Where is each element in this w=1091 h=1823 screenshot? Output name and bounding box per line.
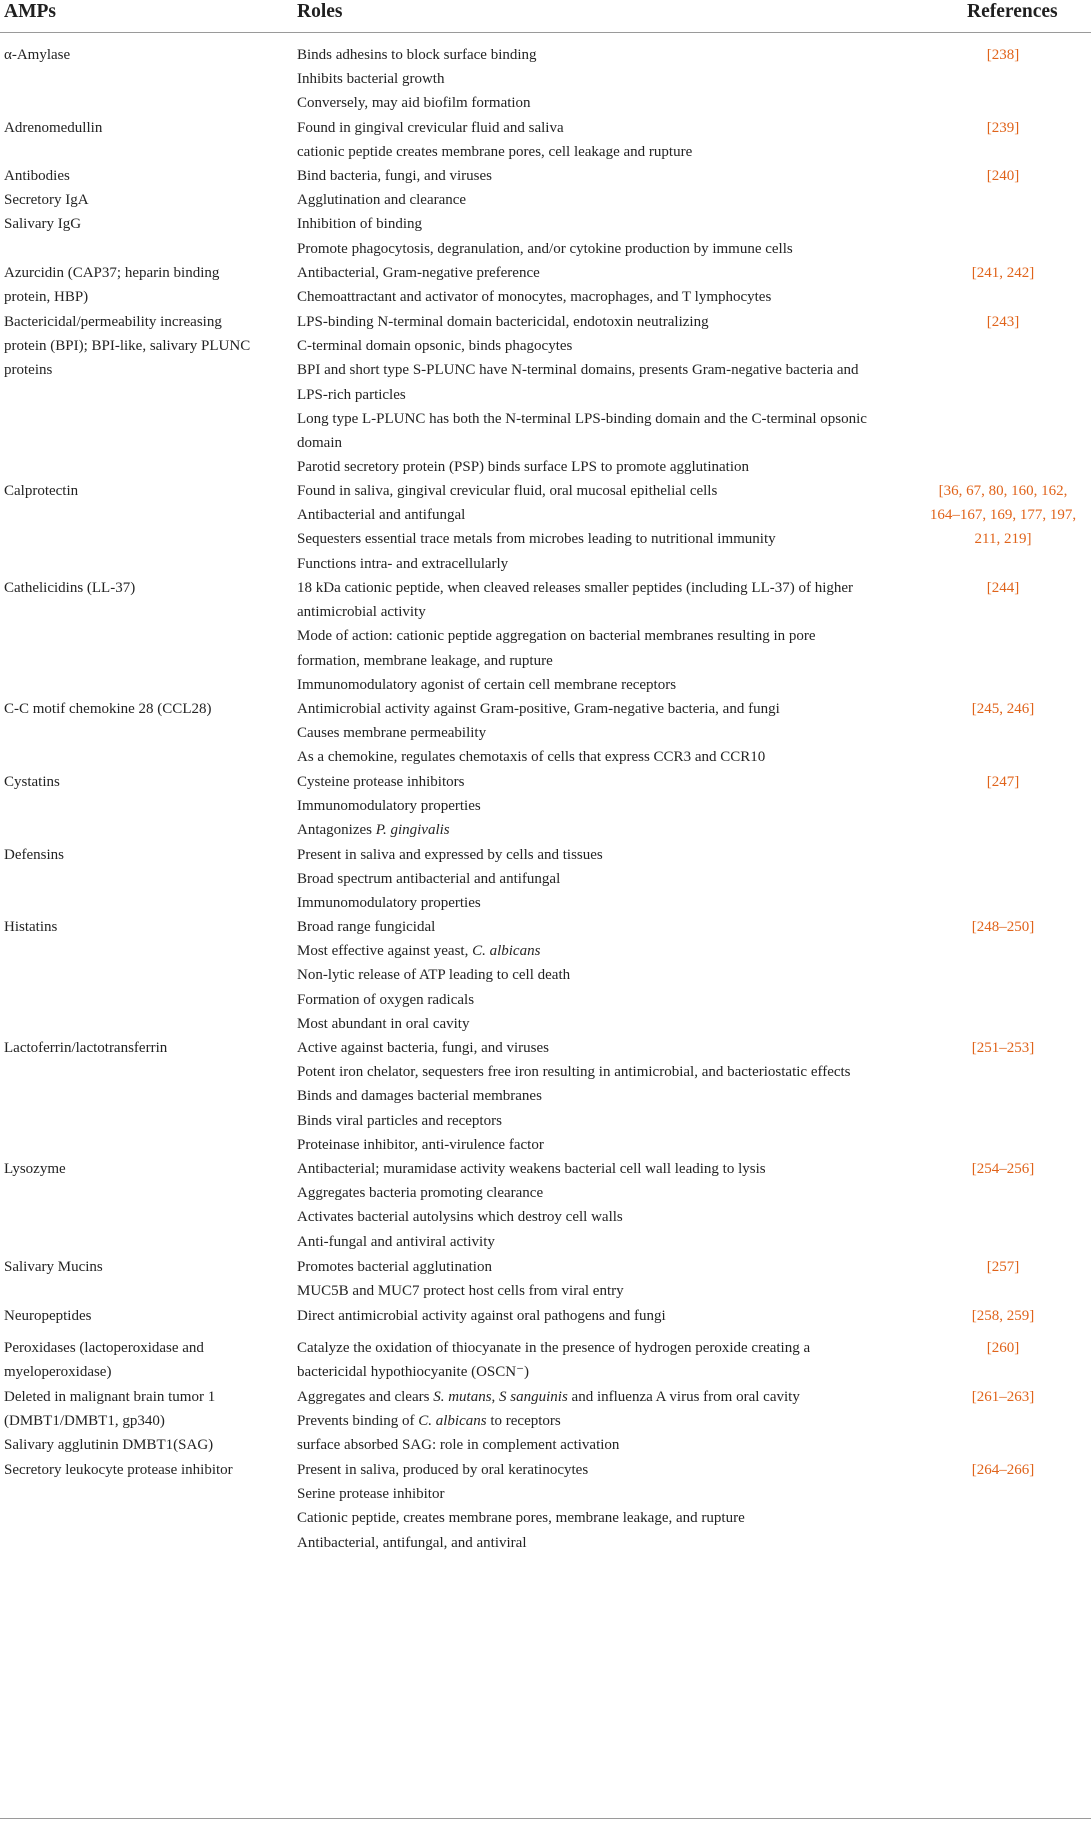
amp-name: Salivary IgG: [4, 216, 82, 233]
role-line: Sequesters essential trace metals from microbes leading to nutritional immunity: [297, 531, 776, 548]
role-line: Broad spectrum antibacterial and antifungal: [297, 871, 561, 888]
role-line: Immunomodulatory agonist of certain cell membrane receptors: [297, 676, 677, 693]
amp-name: Deleted in malignant brain tumor 1: [4, 1389, 216, 1405]
role-line: Binds viral particles and receptors: [297, 1112, 502, 1129]
amp-name: Salivary Mucins: [4, 1259, 103, 1275]
role-line: Aggregates and clears S. mutans, S sanguinis and influenza A virus from oral cavity: [297, 1389, 800, 1405]
role-line: Antibacterial, antifungal, and antiviral: [297, 1534, 527, 1551]
reference-link[interactable]: [260]: [986, 1340, 1020, 1356]
role-line: Formation of oxygen radicals: [297, 991, 475, 1008]
role-line: Activates bacterial autolysins which destroy cell walls: [297, 1209, 623, 1226]
role-line: Broad range fungicidal: [297, 919, 436, 935]
role-line: BPI and short type S-PLUNC have N-terminal domains, presents Gram-negative bacteria and: [297, 362, 859, 379]
role-line: cationic peptide creates membrane pores, cell leakage and rupture: [297, 144, 693, 161]
reference-link[interactable]: [248–250]: [971, 919, 1035, 935]
role-line: Parotid secretory protein (PSP) binds surface LPS to promote agglutination: [297, 459, 750, 476]
reference-link[interactable]: [239]: [986, 120, 1020, 136]
role-line: Agglutination and clearance: [297, 192, 467, 209]
role-line: Long type L-PLUNC has both the N-terminal LPS-binding domain and the C-terminal opsonic: [297, 410, 867, 427]
role-line: Cationic peptide, creates membrane pores, membrane leakage, and rupture: [297, 1510, 745, 1527]
amp-name: Azurcidin (CAP37; heparin binding: [4, 265, 220, 281]
role-line: Direct antimicrobial activity against oral pathogens and fungi: [297, 1308, 666, 1324]
role-line: Bind bacteria, fungi, and viruses: [297, 168, 492, 184]
amp-name: Lactoferrin/lactotransferrin: [4, 1040, 168, 1056]
header-amps: AMPs: [4, 1, 56, 22]
role-line: Chemoattractant and activator of monocytes, macrophages, and T lymphocytes: [297, 289, 772, 306]
amp-name: myeloperoxidase): [4, 1364, 112, 1381]
amp-name: protein (BPI); BPI-like, salivary PLUNC: [4, 338, 251, 355]
role-line: As a chemokine, regulates chemotaxis of cells that express CCR3 and CCR10: [297, 749, 766, 766]
amp-name: Secretory leukocyte protease inhibitor: [4, 1462, 233, 1478]
role-line: Serine protease inhibitor: [297, 1486, 445, 1503]
role-line: LPS-rich particles: [297, 386, 406, 403]
reference-link[interactable]: [247]: [986, 774, 1020, 790]
reference-link[interactable]: 211, 219]: [974, 531, 1032, 548]
role-line: Proteinase inhibitor, anti-virulence factor: [297, 1136, 544, 1153]
role-line: Inhibits bacterial growth: [297, 71, 445, 88]
amp-name: Cystatins: [4, 774, 60, 790]
role-line: Anti-fungal and antiviral activity: [297, 1233, 495, 1250]
role-line: formation, membrane leakage, and rupture: [297, 652, 553, 669]
header-roles: Roles: [297, 1, 343, 22]
reference-link[interactable]: [251–253]: [971, 1040, 1035, 1056]
amp-name: Antibodies: [4, 168, 70, 184]
role-line: MUC5B and MUC7 protect host cells from viral entry: [297, 1283, 624, 1300]
reference-link[interactable]: [238]: [986, 47, 1020, 63]
role-line: Causes membrane permeability: [297, 725, 487, 742]
role-line: Antibacterial and antifungal: [297, 507, 466, 524]
reference-link[interactable]: [264–266]: [971, 1462, 1035, 1478]
role-line: Binds adhesins to block surface binding: [297, 47, 537, 63]
amp-name: Histatins: [4, 919, 58, 935]
amp-name: C-C motif chemokine 28 (CCL28): [4, 701, 212, 717]
role-line: Active against bacteria, fungi, and viruses: [297, 1040, 549, 1056]
role-line: Inhibition of binding: [297, 216, 422, 233]
amp-name: Neuropeptides: [4, 1308, 92, 1324]
role-line: Present in saliva and expressed by cells and tissues: [297, 847, 603, 863]
role-line: Antimicrobial activity against Gram-positive, Gram-negative bacteria, and fungi: [297, 701, 780, 717]
role-line: Functions intra- and extracellularly: [297, 555, 509, 572]
role-line: Binds and damages bacterial membranes: [297, 1088, 542, 1105]
reference-link[interactable]: [245, 246]: [971, 701, 1035, 717]
role-line: Antibacterial, Gram-negative preference: [297, 265, 540, 281]
reference-link[interactable]: [254–256]: [971, 1161, 1035, 1177]
role-line: Found in saliva, gingival crevicular fluid, oral mucosal epithelial cells: [297, 483, 718, 499]
amp-name: α-Amylase: [4, 47, 71, 63]
role-line: Cysteine protease inhibitors: [297, 774, 465, 790]
amp-name: Cathelicidins (LL-37): [4, 580, 136, 596]
role-line: Present in saliva, produced by oral keratinocytes: [297, 1462, 589, 1478]
reference-link[interactable]: [36, 67, 80, 160, 162,: [938, 483, 1068, 499]
amp-name: Defensins: [4, 847, 64, 863]
amp-name: proteins: [4, 362, 53, 379]
reference-link[interactable]: [244]: [986, 580, 1020, 596]
reference-link[interactable]: 164–167, 169, 177, 197,: [929, 507, 1077, 524]
amp-name: protein, HBP): [4, 289, 89, 306]
role-line: C-terminal domain opsonic, binds phagocytes: [297, 338, 573, 355]
role-line: LPS-binding N-terminal domain bactericidal, endotoxin neutralizing: [297, 314, 709, 330]
role-line: Potent iron chelator, sequesters free iron resulting in antimicrobial, and bacteriostatic effects: [297, 1064, 851, 1081]
role-line: Conversely, may aid biofilm formation: [297, 95, 531, 112]
amp-name: Bactericidal/permeability increasing: [4, 314, 222, 330]
role-line: Immunomodulatory properties: [297, 895, 481, 912]
role-line: Mode of action: cationic peptide aggregation on bacterial membranes resulting in pore: [297, 628, 816, 645]
role-line: domain: [297, 435, 342, 451]
amp-name: Calprotectin: [4, 483, 79, 499]
role-line: Most effective against yeast, C. albicans: [297, 943, 541, 960]
reference-link[interactable]: [258, 259]: [971, 1308, 1035, 1324]
role-line: 18 kDa cationic peptide, when cleaved releases smaller peptides (including LL-37) of higher: [297, 580, 854, 596]
reference-link[interactable]: [240]: [986, 168, 1020, 184]
amp-name: Adrenomedullin: [4, 120, 103, 136]
reference-link[interactable]: [257]: [986, 1259, 1020, 1275]
role-line: Catalyze the oxidation of thiocyanate in the presence of hydrogen peroxide creating a: [297, 1340, 811, 1356]
role-line: Antagonizes P. gingivalis: [297, 822, 450, 839]
role-line: bactericidal hypothiocyanite (OSCN⁻): [297, 1364, 530, 1381]
role-line: surface absorbed SAG: role in complement activation: [297, 1437, 620, 1454]
reference-link[interactable]: [243]: [986, 314, 1020, 330]
role-line: antimicrobial activity: [297, 604, 426, 621]
table-bottom-rule: [0, 1818, 1091, 1819]
role-line: Found in gingival crevicular fluid and saliva: [297, 120, 564, 136]
role-line: Immunomodulatory properties: [297, 798, 481, 815]
amp-name: Salivary agglutinin DMBT1(SAG): [4, 1437, 214, 1454]
amp-name: Peroxidases (lactoperoxidase and: [4, 1340, 204, 1356]
role-line: Promote phagocytosis, degranulation, and/or cytokine production by immune cells: [297, 240, 793, 257]
reference-link[interactable]: [261–263]: [971, 1389, 1035, 1405]
role-line: Most abundant in oral cavity: [297, 1015, 470, 1032]
role-line: Prevents binding of C. albicans to receptors: [297, 1413, 561, 1430]
amp-name: (DMBT1/DMBT1, gp340): [4, 1413, 165, 1430]
role-line: Aggregates bacteria promoting clearance: [297, 1185, 544, 1202]
reference-link[interactable]: [241, 242]: [971, 265, 1035, 281]
role-line: Antibacterial; muramidase activity weakens bacterial cell wall leading to lysis: [297, 1161, 766, 1177]
amp-name: Secretory IgA: [4, 192, 89, 209]
table-header: [0, 0, 1091, 33]
role-line: Non-lytic release of ATP leading to cell death: [297, 967, 571, 984]
role-line: Promotes bacterial agglutination: [297, 1259, 492, 1275]
header-references: References: [967, 1, 1058, 22]
amp-name: Lysozyme: [4, 1161, 66, 1177]
